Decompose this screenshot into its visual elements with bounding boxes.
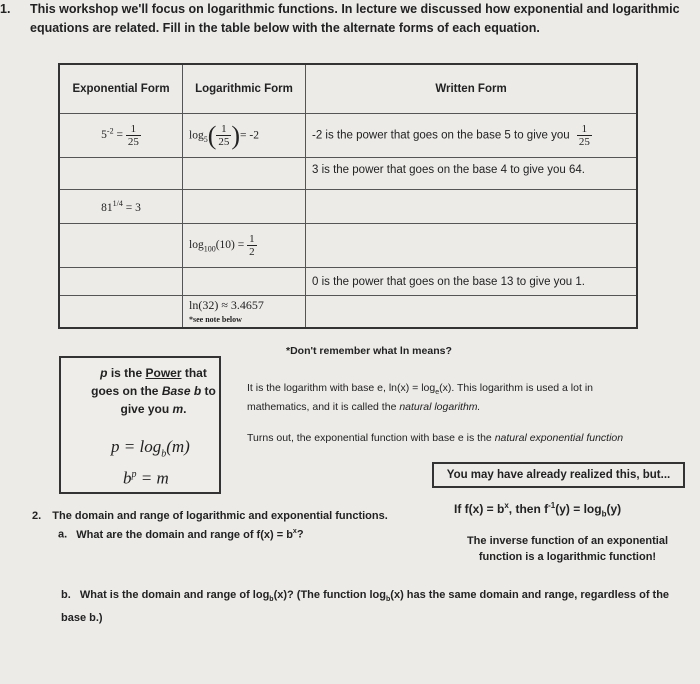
row4-written-blank[interactable]	[306, 224, 638, 268]
row6-ln-value: ln(32) ≈ 3.4657	[189, 298, 264, 313]
row3-logarithmic-blank[interactable]	[183, 190, 306, 224]
table-row	[59, 296, 637, 328]
row6-written-blank[interactable]	[306, 296, 638, 328]
natural-exp-explanation: Turns out, the exponential function with base e is the natural exponential function	[247, 432, 624, 444]
row1-exponential[interactable]: $5^{-2}$ = $\frac{1}{25}$	[59, 114, 183, 158]
row1-written-text: -2 is the power that goes on the base 5 to give you	[312, 129, 570, 142]
row3-exponential	[59, 190, 183, 224]
row6-exponential-blank[interactable]	[59, 296, 183, 328]
row1-exp-fraction: $\frac{1}{25}$	[127, 123, 139, 148]
table-row	[59, 268, 637, 296]
power-base-box	[59, 356, 221, 494]
log-formula: $p = \log_b(m)$	[111, 437, 190, 460]
row2-exponential-blank[interactable]	[59, 158, 183, 190]
exp-formula: $b^p = m$	[123, 468, 169, 488]
row5-logarithmic-blank[interactable]	[183, 268, 306, 296]
ln-explanation: It is the logarithm with base e, $\ln(x) = \log_e(x)$. This logarithm is used a lot in mathematics, and it is called the natural logarithm.	[247, 382, 593, 414]
row1-written	[306, 114, 638, 158]
row4-log-base: 100	[203, 244, 216, 254]
row4-log-fraction: $\frac{1}{2}$	[249, 233, 255, 258]
row6-logarithmic	[183, 296, 306, 328]
question-2-text: The domain and range of logarithmic and exponential functions.	[52, 510, 388, 522]
table-header-row	[59, 64, 637, 114]
power-base-definition: p is the Power that goes on the Base b to give you m.	[91, 366, 216, 416]
row3-exp-base: 81	[101, 201, 113, 214]
row1-exp-base: 5	[101, 129, 107, 142]
row4-exponential-blank[interactable]	[59, 224, 183, 268]
question-2b: b. What is the domain and range of $\log_b(x)$? (The function $\log_b(x)$ has the same domain and range, regardless of the base b.)	[61, 589, 670, 625]
row3-exp-power: 1/4	[112, 199, 123, 209]
question-1-number: 1.	[0, 2, 11, 16]
row1-log-fraction: $\frac{1}{25}$	[218, 123, 230, 148]
row1-exp-power: -2	[106, 126, 114, 136]
row1-log-result: = -2	[240, 129, 259, 142]
row2-logarithmic-blank[interactable]	[183, 158, 306, 190]
realize-box: You may have already realized this, but...	[432, 462, 685, 488]
inverse-formula: If $f(x) = b^x$, then $f^{-1}(y) = \log_b(y)$	[454, 501, 622, 519]
table-row	[59, 190, 637, 224]
table-row	[59, 224, 637, 268]
question-1-text: This workshop we'll focus on logarithmic functions. In lecture we discussed how exponential and logarithmic equations are related. Fill in the table below with the alternate forms of each equation.	[30, 2, 680, 35]
inverse-statement: The inverse function of an exponential function is a logarithmic function!	[466, 535, 669, 563]
row5-written: 0 is the power that goes on the base 13 to give you 1.	[306, 268, 638, 296]
table-row	[59, 114, 637, 158]
header-written-form: Written Form	[306, 64, 638, 114]
row1-log-base: 5	[203, 134, 208, 144]
question-2	[32, 510, 388, 522]
header-logarithmic-form: Logarithmic Form	[183, 64, 306, 114]
row3-exp-result: = 3	[125, 201, 141, 214]
row5-exponential-blank[interactable]	[59, 268, 183, 296]
row4-logarithmic: $\log_{100}(10)$ = $\frac{1}{2}$	[183, 224, 306, 268]
table-row	[59, 158, 637, 190]
row1-logarithmic[interactable]: $\log_5$( $\frac{1}{25}$ )= -2	[183, 114, 306, 158]
row3-written-blank[interactable]	[306, 190, 638, 224]
see-note-below: *see note below	[189, 315, 242, 325]
question-2-number: 2.	[32, 510, 42, 522]
question-2a: a. What are the domain and range of $f(x) = b^x$?	[58, 528, 304, 541]
row4-log-arg: (10) =	[215, 239, 245, 252]
row2-written: 3 is the power that goes on the base 4 to give you 64.	[306, 158, 638, 190]
forms-table	[58, 63, 638, 329]
header-exponential-form: Exponential Form	[59, 64, 183, 114]
dont-remember-note: *Don't remember what ln means?	[286, 345, 452, 357]
row1-written-fraction: $\frac{1}{25}$	[578, 123, 590, 148]
